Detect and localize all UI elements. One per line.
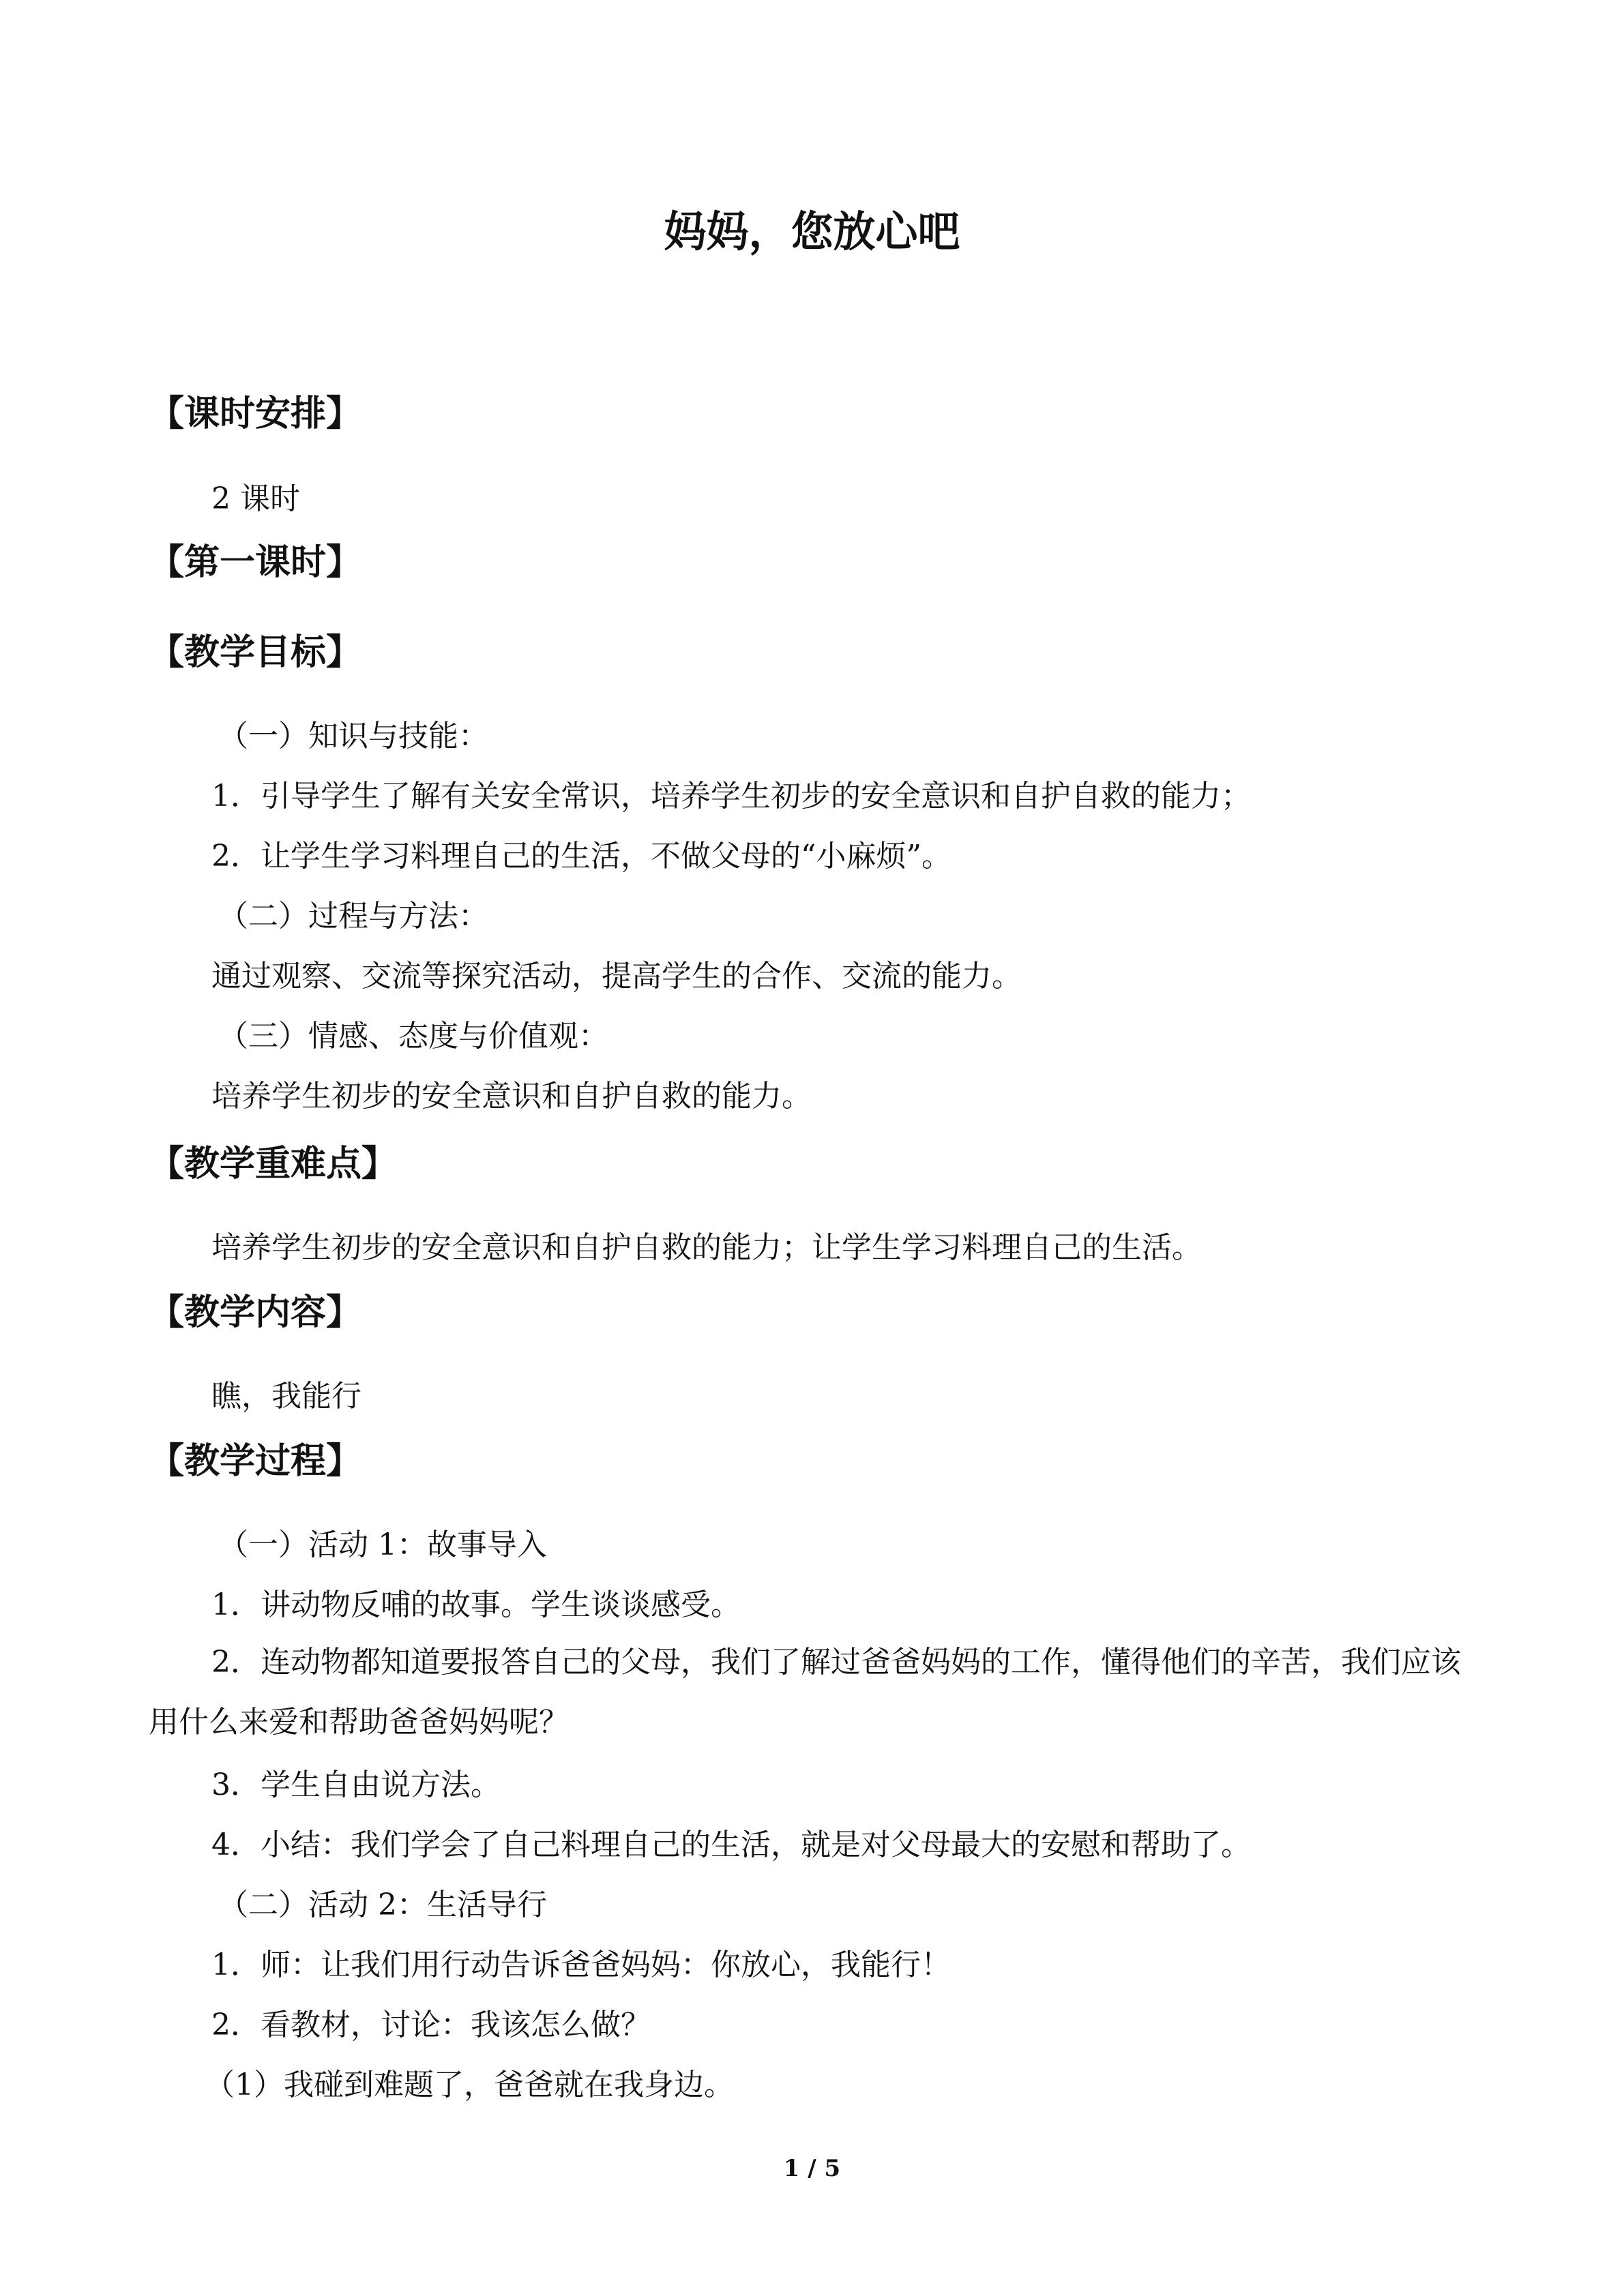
process-line: （二）活动 2：生活导行 (218, 1888, 547, 1922)
heading-first-lesson: 【第一课时】 (149, 542, 362, 583)
content-text: 瞧，我能行 (211, 1379, 361, 1414)
page-number: 1 / 5 (783, 2155, 841, 2182)
heading-process: 【教学过程】 (149, 1441, 362, 1482)
key-points-text: 培养学生初步的安全意识和自护自救的能力；让学生学习料理自己的生活。 (211, 1230, 1202, 1265)
process-line: 1．讲动物反哺的故事。学生谈谈感受。 (211, 1587, 741, 1622)
process-line: 3．学生自由说方法。 (211, 1768, 501, 1802)
heading-schedule: 【课时安排】 (149, 393, 362, 434)
process-line: 1．师：让我们用行动告诉爸爸妈妈：你放心，我能行！ (211, 1948, 951, 1982)
document-title: 妈妈，您放心吧 (664, 207, 960, 256)
goals-line: （一）知识与技能： (218, 719, 488, 754)
schedule-text: 2 课时 (211, 481, 300, 516)
goals-line: 1．引导学生了解有关安全常识，培养学生初步的安全意识和自护自救的能力； (211, 779, 1251, 814)
process-line: 4．小结：我们学会了自己料理自己的生活，就是对父母最大的安慰和帮助了。 (211, 1828, 1251, 1862)
heading-key-points: 【教学重难点】 (149, 1144, 398, 1184)
goals-line: 2．让学生学习料理自己的生活，不做父母的“小麻烦”。 (211, 839, 951, 874)
goals-line: 培养学生初步的安全意识和自护自救的能力。 (211, 1079, 812, 1114)
goals-line: （二）过程与方法： (218, 899, 488, 934)
process-line: （1）我碰到难题了，爸爸就在我身边。 (205, 2068, 734, 2102)
process-paragraph: 2．连动物都知道要报答自己的父母，我们了解过爸爸妈妈的工作，懂得他们的辛苦，我们应该用什么来爱和帮助爸爸妈妈呢？ (149, 1645, 1461, 1740)
goals-line: 通过观察、交流等探究活动，提高学生的合作、交流的能力。 (211, 959, 1022, 994)
heading-content: 【教学内容】 (149, 1292, 362, 1333)
process-line: 2．看教材，讨论：我该怎么做？ (211, 2008, 651, 2042)
process-line: （一）活动 1：故事导入 (218, 1527, 547, 1562)
goals-line: （三）情感、态度与价值观： (218, 1019, 608, 1054)
heading-goals: 【教学目标】 (149, 632, 362, 673)
